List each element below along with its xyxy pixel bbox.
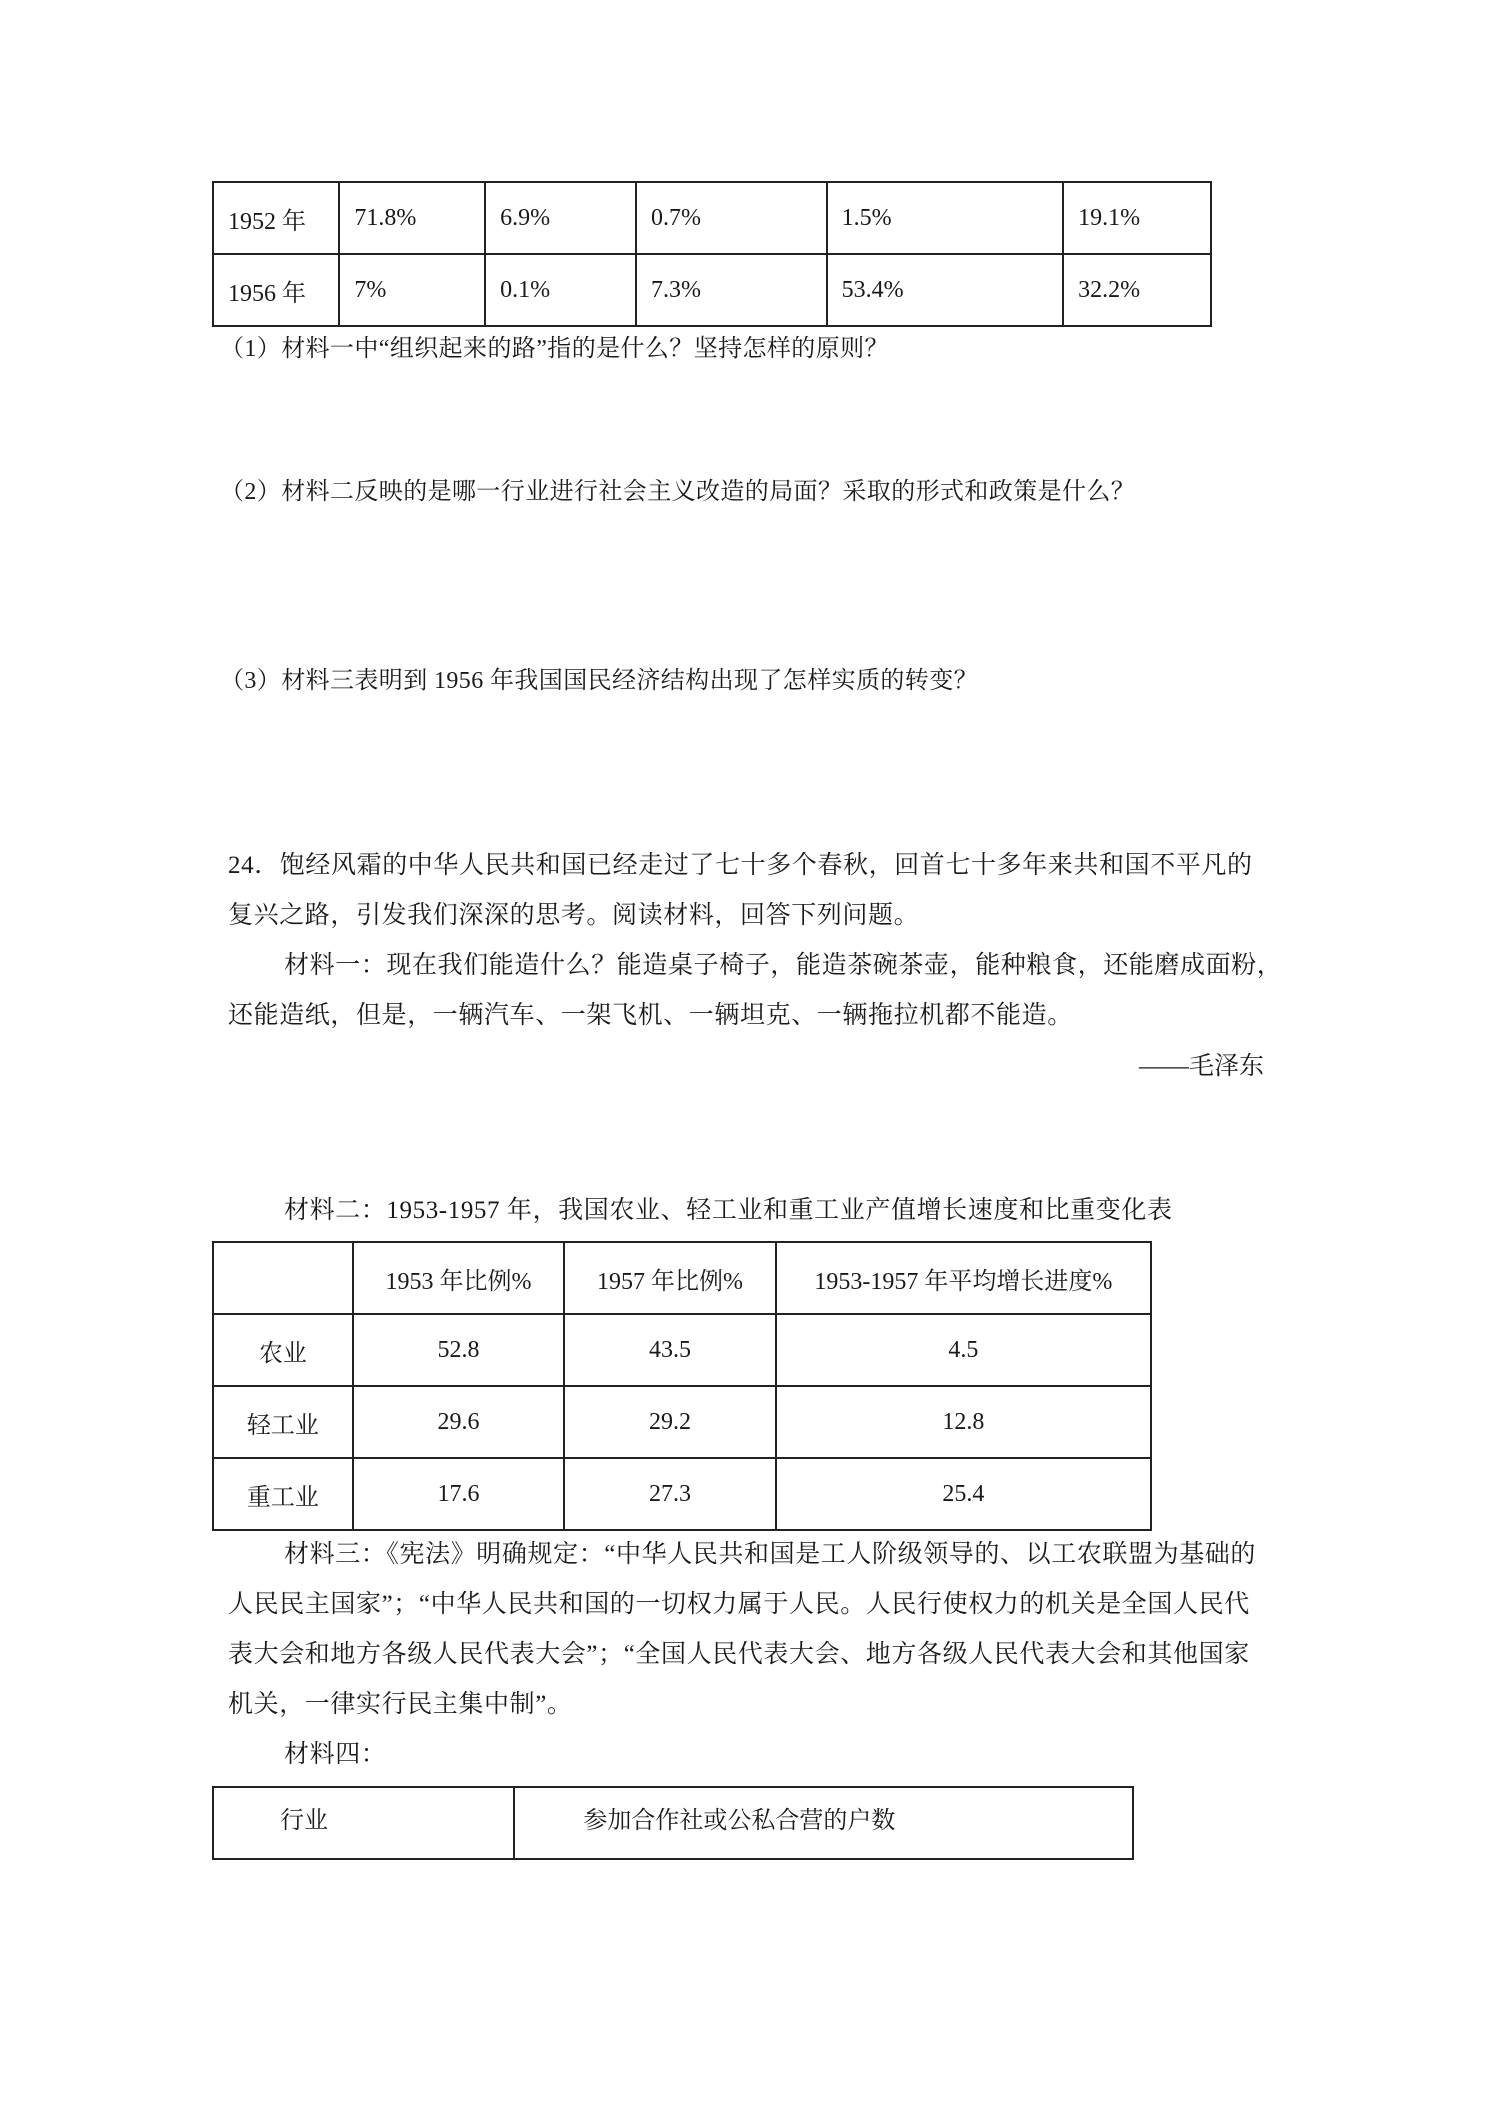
question-2: （2）材料二反映的是哪一行业进行社会主义改造的局面？采取的形式和政策是什么？ — [220, 479, 1136, 505]
table-cell: 6.9% — [485, 182, 636, 254]
table-cell: 12.8 — [776, 1386, 1151, 1458]
table-header-cell: 1953 年比例% — [353, 1242, 565, 1314]
table-cell: 7% — [339, 254, 485, 326]
material-4-label: 材料四： — [284, 1741, 387, 1768]
table-row — [213, 1314, 1151, 1386]
table-cell: 轻工业 — [213, 1386, 353, 1458]
material-3-line-2: 人民民主国家”；“中华人民共和国的一切权力属于人民。人民行使权力的机关是全国人民代 — [228, 1591, 1250, 1618]
economy-structure-table — [212, 181, 1212, 327]
table-cell: 农业 — [213, 1314, 353, 1386]
table-cell: 27.3 — [564, 1458, 776, 1530]
table-cell: 17.6 — [353, 1458, 565, 1530]
table-cell: 4.5 — [776, 1314, 1151, 1386]
table-cell: 19.1% — [1063, 182, 1211, 254]
table-header-cell: 行业 — [213, 1787, 514, 1859]
table-row — [213, 254, 1211, 326]
material-2-caption: 材料二：1953-1957 年，我国农业、轻工业和重工业产值增长速度和比重变化表 — [284, 1197, 1173, 1224]
table-cell: 1952 年 — [213, 182, 339, 254]
table-header-row — [213, 1242, 1151, 1314]
q24-intro-line-1: 24．饱经风霜的中华人民共和国已经走过了七十多个春秋，回首七十多年来共和国不平凡的 — [228, 852, 1253, 879]
table-cell: 32.2% — [1063, 254, 1211, 326]
cooperative-table — [212, 1786, 1134, 1860]
table-cell: 1.5% — [827, 182, 1064, 254]
table-cell: 43.5 — [564, 1314, 776, 1386]
table-cell: 53.4% — [827, 254, 1064, 326]
table-cell: 0.1% — [485, 254, 636, 326]
table-row — [213, 182, 1211, 254]
table-cell: 7.3% — [636, 254, 827, 326]
table-header-cell: 1957 年比例% — [564, 1242, 776, 1314]
material-3-line-3: 表大会和地方各级人民代表大会”；“全国人民代表大会、地方各级人民代表大会和其他国家 — [228, 1641, 1250, 1668]
material-1-line-2: 还能造纸，但是，一辆汽车、一架飞机、一辆坦克、一辆拖拉机都不能造。 — [228, 1002, 1073, 1029]
table-cell: 29.6 — [353, 1386, 565, 1458]
table-header-cell — [213, 1242, 353, 1314]
table-cell: 重工业 — [213, 1458, 353, 1530]
industry-output-table — [212, 1241, 1152, 1531]
question-3: （3）材料三表明到 1956 年我国国民经济结构出现了怎样实质的转变？ — [220, 668, 978, 694]
material-1-line-1: 材料一：现在我们能造什么？能造桌子椅子，能造茶碗茶壶，能种粮食，还能磨成面粉， — [284, 952, 1283, 979]
q24-intro-line-2: 复兴之路，引发我们深深的思考。阅读材料，回答下列问题。 — [228, 902, 920, 929]
table-row — [213, 1386, 1151, 1458]
material-3-line-4: 机关，一律实行民主集中制”。 — [228, 1691, 573, 1718]
table-cell: 25.4 — [776, 1458, 1151, 1530]
table-header-cell: 参加合作社或公私合营的户数 — [514, 1787, 1133, 1859]
table-row — [213, 1458, 1151, 1530]
table-cell: 0.7% — [636, 182, 827, 254]
table-cell: 29.2 — [564, 1386, 776, 1458]
table-header-cell: 1953-1957 年平均增长进度% — [776, 1242, 1151, 1314]
question-1: （1）材料一中“组织起来的路”指的是什么？坚持怎样的原则？ — [220, 336, 889, 362]
table-header-row — [213, 1787, 1133, 1859]
material-1-source: ——毛泽东 — [1138, 1053, 1264, 1080]
table-cell: 71.8% — [339, 182, 485, 254]
table-cell: 52.8 — [353, 1314, 565, 1386]
material-3-line-1: 材料三：《宪法》明确规定：“中华人民共和国是工人阶级领导的、以工农联盟为基础的 — [284, 1541, 1256, 1568]
table-cell: 1956 年 — [213, 254, 339, 326]
